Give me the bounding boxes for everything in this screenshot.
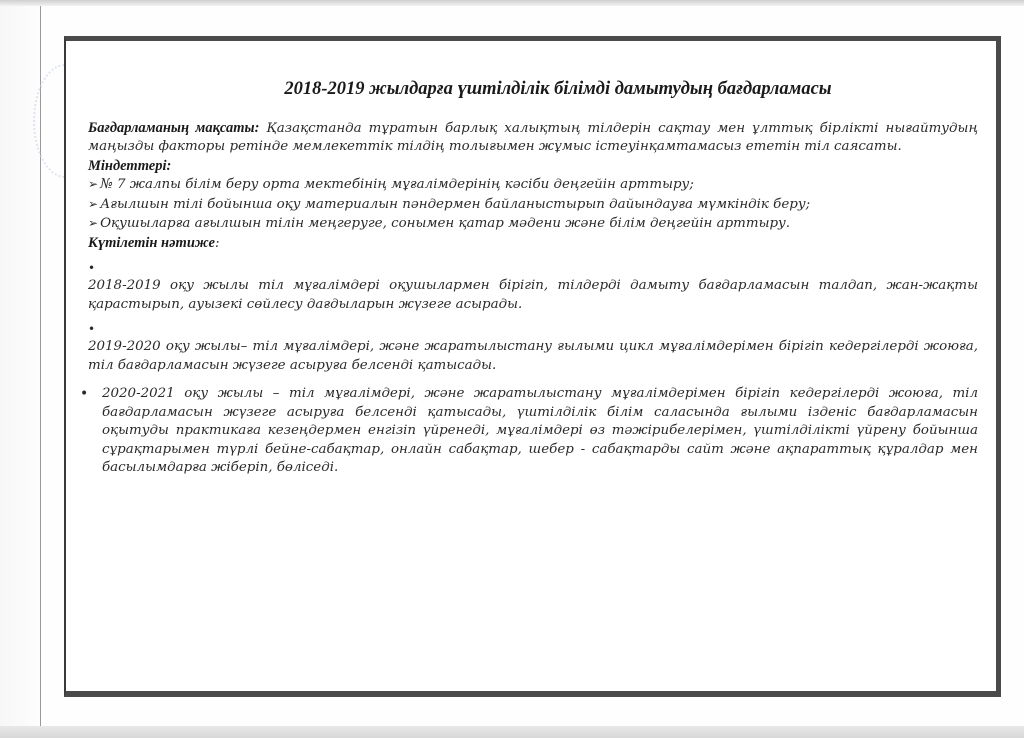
- arrow-bullet-icon: ➢: [88, 216, 99, 230]
- goal-paragraph: [88, 119, 978, 157]
- result-item-2018-2019: 2018-2019 оқу жылы тіл мұғалімдері оқушылармен бірігіп, тілдерді дамыту бағдарламасын талдап, жан-жақты қарастырып, ауызекі сөйлесу дағдыларын жүзеге асырады.: [88, 278, 978, 312]
- results-heading: [88, 234, 978, 254]
- results-label-colon: :: [214, 235, 220, 251]
- results-label: Күтілетін нәтиже: [88, 234, 215, 251]
- document-content: [80, 79, 978, 478]
- document-title: 2018-2019 жылдарға үштілділік білімді дамытудың бағдарламасы: [284, 79, 832, 99]
- bullet-dot-icon: •: [88, 261, 96, 275]
- result-item-2019-2020: 2019-2020 оқу жылы– тіл мұғалімдері, және жаратылыстану ғылыми цикл мұғалімдерімен бірігіп кедергілерді жоюға, тіл бағдарламасын жүзеге асыруға белсенді қатысады.: [88, 339, 978, 373]
- goal-text: Қазақстанда тұратын барлық халықтың тілдерін сақтау мен ұлттық бірлікті нығайтудың маңызды факторы ретінде мемлекеттік тілдің толығымен жұмыс істеуінқамтамасыз ететін тіл саясаты.: [88, 120, 978, 154]
- task-item-text: Ағылшын тілі бойынша оқу материалын пәндермен байланыстырып дайындауға мүмкіндік беру;: [100, 196, 811, 212]
- tasks-heading: Міндеттері:: [88, 157, 172, 174]
- arrow-bullet-icon: ➢: [88, 177, 99, 191]
- task-item: [88, 214, 978, 234]
- result-item-2020-2021: [80, 385, 978, 478]
- arrow-bullet-icon: ➢: [88, 196, 99, 211]
- bullet-dot-icon: •: [88, 322, 96, 336]
- result-item-text: 2020-2021 оқу жылы – тіл мұғалімдері, және жаратылыстану мұғалімдерімен бірігіп кедергілерді жоюға, тіл бағдарламасын жүзеге асыруға белсенді қатысады, үштілділік білім саласында ғылыми ізденіс бағдарламасын оқытуды практикаға кезеңдермен енгізіп үйренеді, мұғалімдері өз тәжірибелерімен, үштілділікті үйрену бойынша сұрақтарымен түрлі бейне-сабақтар, онлайн сабақтар, шебер - сабақтарды сайт және ақпараттық құралдар мен басылымдарға жіберіп, бөліседі.: [102, 386, 978, 475]
- task-item-text: Оқушыларға ағылшын тілін меңгеруге, сонымен қатар мәдени және білім деңгейін арттыру.: [100, 216, 791, 231]
- task-item: [88, 195, 978, 215]
- scan-edge-top: [0, 0, 1024, 6]
- bullet-dot-icon: •: [80, 386, 89, 402]
- scan-edge-bottom: [0, 726, 1024, 738]
- task-item: [88, 175, 978, 195]
- goal-label: Бағдарламаның мақсаты:: [88, 119, 260, 136]
- task-item-text: № 7 жалпы білім беру орта мектебінің мұғалімдерінің кәсіби деңгейін арттыру;: [100, 177, 694, 192]
